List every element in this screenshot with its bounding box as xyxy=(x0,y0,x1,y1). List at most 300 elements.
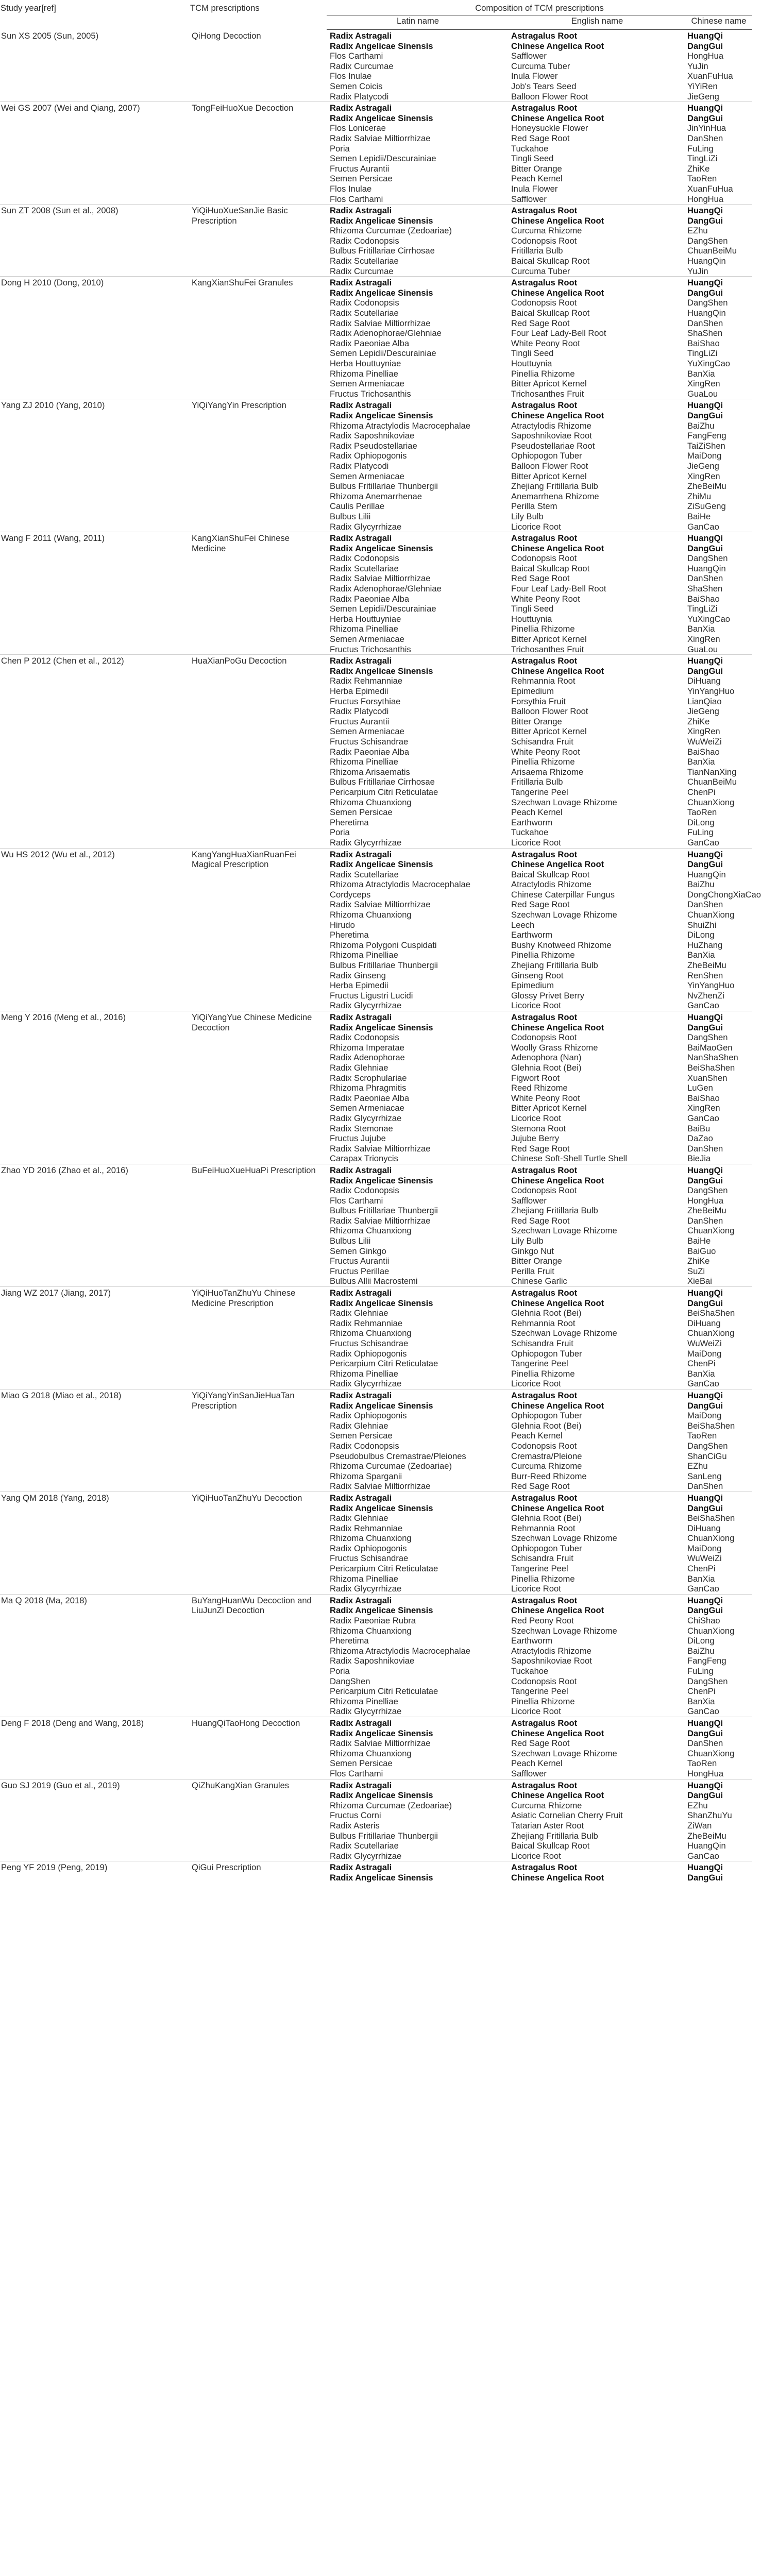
chinese-name-cell: ChuanBeiMu xyxy=(687,777,737,787)
english-name-cell: Ginseng Root xyxy=(511,970,564,980)
english-name-cell: Astragalus Root xyxy=(509,399,685,411)
english-name-cell: Arisaema Rhizome xyxy=(511,767,584,777)
latin-name-cell: Radix Adenophorae/Glehniae xyxy=(330,584,442,594)
chinese-name-cell: HuZhang xyxy=(687,940,723,950)
english-name-cell: Red Sage Root xyxy=(511,1738,570,1749)
english-name-cell: Tuckahoe xyxy=(511,143,549,154)
latin-name-cell: Radix Codonopsis xyxy=(330,553,399,564)
latin-name-cell: Radix Salviae Miltiorrhizae xyxy=(330,1481,431,1492)
english-name-cell: Woolly Grass Rhizome xyxy=(511,1042,598,1053)
latin-name-cell: Semen Coicis xyxy=(330,81,383,91)
latin-name-cell: Rhizoma Atractylodis Macrocephalae xyxy=(330,1646,471,1656)
latin-name-cell: Semen Persicae xyxy=(330,807,393,818)
english-name-cell: Chinese Angelica Root xyxy=(511,666,604,676)
english-name-cell: Astragalus Root xyxy=(509,1492,685,1503)
latin-name-cell: Radix Codonopsis xyxy=(330,235,399,246)
latin-name-cell: Bulbus Fritillariae Thunbergii xyxy=(330,960,438,971)
study-cell: Dong H 2010 (Dong, 2010) xyxy=(0,277,190,399)
english-name-cell: Chinese Angelica Root xyxy=(511,1298,604,1308)
table-row xyxy=(0,1492,752,1503)
english-name-cell: Perilla Stem xyxy=(511,501,557,512)
english-name-cell: Cremastra/Pleione xyxy=(511,1451,582,1461)
english-name-cell: Chinese Angelica Root xyxy=(511,1400,604,1411)
latin-name-cell: Radix Astragali xyxy=(327,1389,509,1400)
english-name-cell: Astragalus Root xyxy=(509,655,685,666)
chinese-name-cell: DiLong xyxy=(687,1636,715,1646)
latin-name-cell: Radix Glehniae xyxy=(330,1513,388,1523)
chinese-name-cell: HuangQi xyxy=(685,655,752,666)
latin-name-cell: Semen Persicae xyxy=(330,174,393,184)
latin-name-cell: Radix Ophiopogonis xyxy=(330,1348,407,1359)
chinese-name-cell: EZhu xyxy=(687,1800,708,1810)
latin-name-cell: Fructus Jujube xyxy=(330,1133,386,1144)
chinese-name-cell: HuangQi xyxy=(685,1779,752,1790)
chinese-name-cell: FuLing xyxy=(687,143,714,154)
english-name-cell: Peach Kernel xyxy=(511,1431,563,1441)
chinese-name-cell: RenShen xyxy=(687,970,723,980)
chinese-name-cell: HuangQi xyxy=(685,532,752,544)
latin-name-cell: Semen Lepidii/Descurainiae xyxy=(330,604,436,614)
chinese-name-cell: MaiDong xyxy=(687,1543,722,1553)
chinese-name-cell: DiLong xyxy=(687,817,715,827)
english-name-cell: Bitter Apricot Kernel xyxy=(511,726,587,737)
chinese-name-cell: BaiShao xyxy=(687,594,720,604)
chinese-name-cell: TaoRen xyxy=(687,1431,717,1441)
chinese-name-cell: ChenPi xyxy=(687,1564,716,1574)
english-name-cell: White Peony Root xyxy=(511,594,580,604)
english-name-cell: Astragalus Root xyxy=(509,102,685,113)
english-name-cell: Szechwan Lovage Rhizome xyxy=(511,1533,617,1544)
chinese-name-cell: FangFeng xyxy=(687,1656,726,1666)
latin-name-cell: Semen Persicae xyxy=(330,1431,393,1441)
latin-name-cell: Radix Angelicae Sinensis xyxy=(330,1503,433,1513)
chinese-name-cell: JieGeng xyxy=(687,461,719,471)
chinese-name-cell: BanXia xyxy=(687,368,715,379)
latin-name-cell: Semen Armeniacae xyxy=(330,726,404,737)
latin-name-cell: Pericarpium Citri Reticulatae xyxy=(330,1686,438,1697)
latin-name-cell: Radix Glycyrrhizae xyxy=(330,1001,402,1011)
chinese-name-cell: ChiShao xyxy=(687,1616,720,1626)
english-name-cell: Chinese Angelica Root xyxy=(511,1503,604,1513)
chinese-name-cell: BaiShao xyxy=(687,1093,720,1103)
english-name-cell: Chinese Angelica Root xyxy=(511,1605,604,1616)
english-name-cell: Tingli Seed xyxy=(511,348,554,359)
english-name-cell: Chinese Garlic xyxy=(511,1276,567,1286)
latin-name-cell: Radix Glycyrrhizae xyxy=(330,1851,402,1861)
prescription-cell: YiQiHuoTanZhuYu Chinese Medicine Prescription xyxy=(190,1287,327,1389)
latin-name-cell: Radix Astragali xyxy=(327,1861,509,1873)
prescription-cell: KangYangHuaXianRuanFei Magical Prescription xyxy=(190,848,327,1011)
prescription-cell: KangXianShuFei Chinese Medicine xyxy=(190,532,327,655)
english-name-cell: Pinellia Rhizome xyxy=(511,950,575,960)
chinese-name-cell: DongChongXiaCao xyxy=(687,889,761,900)
chinese-name-cell: HuangQi xyxy=(685,277,752,288)
latin-name-cell: Radix Astragali xyxy=(327,532,509,544)
chinese-name-cell: WuWeiZi xyxy=(687,1553,722,1564)
english-name-cell: Codonopsis Root xyxy=(511,553,577,564)
table-row xyxy=(0,277,752,288)
chinese-name-cell: DangGui xyxy=(687,215,723,226)
chinese-name-cell: DangGui xyxy=(687,1022,723,1032)
english-name-cell: Szechwan Lovage Rhizome xyxy=(511,797,617,807)
chinese-name-cell: ShuiZhi xyxy=(687,920,717,930)
latin-name-cell: Radix Salviae Miltiorrhizae xyxy=(330,1738,431,1749)
chinese-name-cell: ChenPi xyxy=(687,1359,716,1369)
english-name-cell: Curcuma Tuber xyxy=(511,61,570,71)
english-name-cell: Tingli Seed xyxy=(511,604,554,614)
chinese-name-cell: YuJin xyxy=(687,61,708,71)
latin-name-cell: Fructus Schisandrae xyxy=(330,736,409,747)
header-chinese: Chinese name xyxy=(685,15,752,30)
english-name-cell: Rehmannia Root xyxy=(511,1318,576,1328)
latin-name-cell: Radix Astragali xyxy=(327,205,509,216)
latin-name-cell: Radix Salviae Miltiorrhizae xyxy=(330,900,431,910)
chinese-name-cell: ZhiMu xyxy=(687,491,712,501)
chinese-name-cell: DanShen xyxy=(687,573,723,584)
chinese-name-cell: HuangQi xyxy=(685,1287,752,1298)
english-name-cell: Codonopsis Root xyxy=(511,1185,577,1196)
latin-name-cell: Radix Curcumae xyxy=(330,266,394,276)
english-name-cell: Stemona Root xyxy=(511,1123,566,1133)
latin-name-cell: Radix Scutellariae xyxy=(330,308,399,318)
study-cell: Chen P 2012 (Chen et al., 2012) xyxy=(0,655,190,848)
latin-name-cell: Radix Salviae Miltiorrhizae xyxy=(330,573,431,584)
english-name-cell: Szechwan Lovage Rhizome xyxy=(511,1748,617,1758)
chinese-name-cell: XuanFuHua xyxy=(687,71,733,81)
latin-name-cell: Rhizoma Chuanxiong xyxy=(330,797,412,807)
chinese-name-cell: DangGui xyxy=(687,1790,723,1801)
chinese-name-cell: TaoRen xyxy=(687,807,717,818)
english-name-cell: Tuckahoe xyxy=(511,1666,549,1676)
latin-name-cell: Rhizoma Chuanxiong xyxy=(330,1328,412,1338)
chinese-name-cell: DiHuang xyxy=(687,1523,721,1533)
latin-name-cell: Rhizoma Polygoni Cuspidati xyxy=(330,940,437,950)
latin-name-cell: Bulbus Lilii xyxy=(330,1236,371,1246)
latin-name-cell: Cordyceps xyxy=(330,889,371,900)
chinese-name-cell: DanShen xyxy=(687,900,723,910)
english-name-cell: Red Peony Root xyxy=(511,1616,574,1626)
chinese-name-cell: BaiHe xyxy=(687,511,711,521)
chinese-name-cell: ChenPi xyxy=(687,787,716,797)
english-name-cell: Chinese Angelica Root xyxy=(511,1790,604,1801)
chinese-name-cell: HuangQi xyxy=(685,1861,752,1873)
latin-name-cell: Rhizoma Pinelliae xyxy=(330,1368,398,1379)
latin-name-cell: Radix Angelicae Sinensis xyxy=(330,215,433,226)
chinese-name-cell: DangGui xyxy=(687,1605,723,1616)
latin-name-cell: Radix Paeoniae Alba xyxy=(330,1093,410,1103)
chinese-name-cell: BanXia xyxy=(687,950,715,960)
latin-name-cell: Radix Salviae Miltiorrhizae xyxy=(330,1215,431,1226)
chinese-name-cell: TingLiZi xyxy=(687,348,718,359)
latin-name-cell: Semen Lepidii/Descurainiae xyxy=(330,348,436,359)
chinese-name-cell: ZiWan xyxy=(687,1820,712,1831)
chinese-name-cell: DangGui xyxy=(687,1400,723,1411)
latin-name-cell: Flos Carthami xyxy=(330,51,383,61)
english-name-cell: Chinese Caterpillar Fungus xyxy=(511,889,615,900)
latin-name-cell: Bulbus Fritillariae Cirrhosae xyxy=(330,777,435,787)
chinese-name-cell: HongHua xyxy=(687,1195,724,1206)
latin-name-cell: Hirudo xyxy=(330,920,355,930)
chinese-name-cell: YuJin xyxy=(687,266,708,276)
english-name-cell: Chinese Angelica Root xyxy=(511,1022,604,1032)
chinese-name-cell: ChuanXiong xyxy=(687,1533,735,1544)
study-cell: Yang ZJ 2010 (Yang, 2010) xyxy=(0,399,190,532)
english-name-cell: Saposhnikoviae Root xyxy=(511,1656,592,1666)
chinese-name-cell: TingLiZi xyxy=(687,604,718,614)
latin-name-cell: Fructus Trichosanthis xyxy=(330,388,411,399)
latin-name-cell: Rhizoma Chuanxiong xyxy=(330,1748,412,1758)
table-row xyxy=(0,1287,752,1298)
english-name-cell: Tangerine Peel xyxy=(511,1686,568,1697)
english-name-cell: Bitter Orange xyxy=(511,716,562,726)
english-name-cell: Chinese Angelica Root xyxy=(511,113,604,123)
study-cell: Jiang WZ 2017 (Jiang, 2017) xyxy=(0,1287,190,1389)
table-row xyxy=(0,102,752,113)
latin-name-cell: Pseudobulbus Cremastrae/Pleiones xyxy=(330,1451,466,1461)
english-name-cell: Astragalus Root xyxy=(509,277,685,288)
english-name-cell: Baical Skullcap Root xyxy=(511,1841,590,1851)
chinese-name-cell: NanShaShen xyxy=(687,1053,738,1063)
chinese-name-cell: DangGui xyxy=(687,543,723,553)
english-name-cell: Szechwan Lovage Rhizome xyxy=(511,1625,617,1636)
latin-name-cell: Pericarpium Citri Reticulatae xyxy=(330,1564,438,1574)
english-name-cell: Astragalus Root xyxy=(509,1164,685,1175)
latin-name-cell: Rhizoma Phragmitis xyxy=(330,1083,407,1093)
latin-name-cell: Radix Angelicae Sinensis xyxy=(330,1605,433,1616)
latin-name-cell: Semen Lepidii/Descurainiae xyxy=(330,154,436,164)
chinese-name-cell: DanShen xyxy=(687,1481,723,1492)
english-name-cell: Perilla Fruit xyxy=(511,1266,554,1276)
english-name-cell: Pinellia Rhizome xyxy=(511,624,575,634)
english-name-cell: Figwort Root xyxy=(511,1073,560,1083)
chinese-name-cell: XuanFuHua xyxy=(687,183,733,194)
latin-name-cell: Caulis Perillae xyxy=(330,501,385,512)
latin-name-cell: Pheretima xyxy=(330,1636,369,1646)
chinese-name-cell: ChuanXiong xyxy=(687,1226,735,1236)
table-row xyxy=(0,532,752,544)
header-composition: Composition of TCM prescriptions xyxy=(327,0,752,15)
english-name-cell: Houttuynia xyxy=(511,359,552,368)
latin-name-cell: Rhizoma Pinelliae xyxy=(330,950,398,960)
latin-name-cell: Radix Scutellariae xyxy=(330,256,399,266)
latin-name-cell: Rhizoma Chuanxiong xyxy=(330,1226,412,1236)
chinese-name-cell: GuaLou xyxy=(687,644,718,654)
english-name-cell: Glehnia Root (Bei) xyxy=(511,1308,582,1318)
chinese-name-cell: ZhiKe xyxy=(687,1256,710,1266)
chinese-name-cell: DangGui xyxy=(687,1298,723,1308)
latin-name-cell: Poria xyxy=(330,143,350,154)
latin-name-cell: Pericarpium Citri Reticulatae xyxy=(330,787,438,797)
chinese-name-cell: HuangQin xyxy=(687,869,726,879)
english-name-cell: Red Sage Root xyxy=(511,1143,570,1154)
english-name-cell: Astragalus Root xyxy=(509,1594,685,1605)
latin-name-cell: Herba Houttuyniae xyxy=(330,614,401,624)
latin-name-cell: Rhizoma Sparganii xyxy=(330,1471,402,1481)
latin-name-cell: Fructus Schisandrae xyxy=(330,1338,409,1348)
latin-name-cell: Rhizoma Pinelliae xyxy=(330,1696,398,1706)
english-name-cell: Red Sage Root xyxy=(511,900,570,910)
table-row xyxy=(0,848,752,859)
latin-name-cell: Herba Epimedii xyxy=(330,686,388,696)
chinese-name-cell: DangGui xyxy=(687,859,723,870)
english-name-cell: Astragalus Root xyxy=(509,532,685,544)
chinese-name-cell: ZhiKe xyxy=(687,163,710,174)
chinese-name-cell: JieGeng xyxy=(687,91,719,101)
table-row xyxy=(0,1164,752,1175)
chinese-name-cell: GanCao xyxy=(687,837,719,848)
english-name-cell: Asiatic Cornelian Cherry Fruit xyxy=(511,1810,623,1821)
study-cell: Sun ZT 2008 (Sun et al., 2008) xyxy=(0,205,190,277)
chinese-name-cell: GanCao xyxy=(687,1706,719,1717)
chinese-name-cell: HuangQi xyxy=(685,1011,752,1023)
english-name-cell: Tatarian Aster Root xyxy=(511,1820,584,1831)
english-name-cell: Schisandra Fruit xyxy=(511,736,573,747)
english-name-cell: Licorice Root xyxy=(511,1379,561,1389)
english-name-cell: Balloon Flower Root xyxy=(511,91,588,101)
english-name-cell: Trichosanthes Fruit xyxy=(511,388,584,399)
prescription-cell: YiQiYangYinSanJieHuaTan Prescription xyxy=(190,1389,327,1492)
chinese-name-cell: WuWeiZi xyxy=(687,1338,722,1348)
chinese-name-cell: GanCao xyxy=(687,1584,719,1594)
english-name-cell: Bitter Apricot Kernel xyxy=(511,471,587,481)
english-name-cell: Inula Flower xyxy=(511,183,558,194)
latin-name-cell: Fructus Perillae xyxy=(330,1266,390,1276)
english-name-cell: Ophiopogon Tuber xyxy=(511,1348,582,1359)
english-name-cell: Glehnia Root (Bei) xyxy=(511,1420,582,1431)
english-name-cell: Honeysuckle Flower xyxy=(511,123,588,133)
chinese-name-cell: DangShen xyxy=(687,1032,728,1043)
chinese-name-cell: FuLing xyxy=(687,827,714,838)
latin-name-cell: Radix Glycyrrhizae xyxy=(330,837,402,848)
english-name-cell: Glossy Privet Berry xyxy=(511,990,584,1001)
prescription-cell: QiZhuKangXian Granules xyxy=(190,1779,327,1861)
chinese-name-cell: BeiShaShen xyxy=(687,1420,735,1431)
english-name-cell: Bitter Apricot Kernel xyxy=(511,634,587,645)
latin-name-cell: Radix Astragali xyxy=(330,31,392,41)
chinese-name-cell: DangGui xyxy=(687,1872,723,1883)
chinese-name-cell: BanXia xyxy=(687,757,715,767)
english-name-cell: Tingli Seed xyxy=(511,154,554,164)
study-cell: Meng Y 2016 (Meng et al., 2016) xyxy=(0,1011,190,1164)
english-name-cell: Astragalus Root xyxy=(509,1011,685,1023)
chinese-name-cell: BeiShaShen xyxy=(687,1308,735,1318)
latin-name-cell: Radix Pseudostellariae xyxy=(330,440,417,451)
english-name-cell: Curcuma Tuber xyxy=(511,266,570,276)
english-name-cell: Szechwan Lovage Rhizome xyxy=(511,1328,617,1338)
latin-name-cell: Radix Glehniae xyxy=(330,1308,388,1318)
latin-name-cell: Radix Asteris xyxy=(330,1820,380,1831)
latin-name-cell: Radix Platycodi xyxy=(330,706,389,717)
english-name-cell: Fritillaria Bulb xyxy=(511,246,563,256)
chinese-name-cell: HongHua xyxy=(687,194,724,204)
english-name-cell: Astragalus Root xyxy=(509,1287,685,1298)
english-name-cell: Pinellia Rhizome xyxy=(511,368,575,379)
english-name-cell: Red Sage Root xyxy=(511,1215,570,1226)
english-name-cell: Safflower xyxy=(511,1768,547,1778)
chinese-name-cell: EZhu xyxy=(687,226,708,236)
latin-name-cell: Radix Astragali xyxy=(327,1011,509,1023)
english-name-cell: Astragalus Root xyxy=(509,205,685,216)
english-name-cell: Peach Kernel xyxy=(511,807,563,818)
chinese-name-cell: BanXia xyxy=(687,1573,715,1584)
english-name-cell: Four Leaf Lady-Bell Root xyxy=(511,584,606,594)
english-name-cell: Atractylodis Rhizome xyxy=(511,879,591,890)
latin-name-cell: Radix Angelicae Sinensis xyxy=(330,1728,433,1738)
chinese-name-cell: XingRen xyxy=(687,379,720,389)
english-name-cell: Curcuma Rhizome xyxy=(511,1800,582,1810)
english-name-cell: Codonopsis Root xyxy=(511,1676,577,1686)
latin-name-cell: Fructus Trichosanthis xyxy=(330,644,411,654)
chinese-name-cell: BaiMaoGen xyxy=(687,1042,733,1053)
latin-name-cell: Flos Inulae xyxy=(330,71,372,81)
latin-name-cell: Radix Glycyrrhizae xyxy=(330,1113,402,1123)
latin-name-cell: Radix Codonopsis xyxy=(330,1185,399,1196)
english-name-cell: Zhejiang Fritillaria Bulb xyxy=(511,481,598,492)
latin-name-cell: Rhizoma Chuanxiong xyxy=(330,1533,412,1544)
chinese-name-cell: ZheBeiMu xyxy=(687,1831,726,1841)
latin-name-cell: Radix Codonopsis xyxy=(330,298,399,308)
latin-name-cell: Radix Astragali xyxy=(327,1492,509,1503)
chinese-name-cell: XuanShen xyxy=(687,1073,728,1083)
english-name-cell: Baical Skullcap Root xyxy=(511,308,590,318)
header-english: English name xyxy=(509,15,685,30)
study-cell: Sun XS 2005 (Sun, 2005) xyxy=(1,30,99,41)
latin-name-cell: Rhizoma Pinelliae xyxy=(330,624,398,634)
latin-name-cell: Semen Persicae xyxy=(330,1758,393,1769)
latin-name-cell: Radix Platycodi xyxy=(330,91,389,101)
chinese-name-cell: GanCao xyxy=(687,1851,719,1861)
latin-name-cell: Radix Scrophulariae xyxy=(330,1073,407,1083)
chinese-name-cell: GuaLou xyxy=(687,388,718,399)
chinese-name-cell: DangGui xyxy=(687,113,723,123)
latin-name-cell: Semen Armeniacae xyxy=(330,379,404,389)
english-name-cell: Ginkgo Nut xyxy=(511,1246,554,1256)
english-name-cell: Astragalus Root xyxy=(511,31,578,41)
prescription-cell: HuangQiTaoHong Decoction xyxy=(190,1717,327,1779)
chinese-name-cell: JinYinHua xyxy=(687,123,726,133)
chinese-name-cell: BanXia xyxy=(687,1368,715,1379)
latin-name-cell: Fructus Schisandrae xyxy=(330,1553,409,1564)
chinese-name-cell: HuangQin xyxy=(687,1841,726,1851)
table-row xyxy=(0,1861,752,1873)
latin-name-cell: Bulbus Fritillariae Thunbergii xyxy=(330,1831,438,1841)
english-name-cell: Codonopsis Root xyxy=(511,235,577,246)
english-name-cell: Pseudostellariae Root xyxy=(511,440,595,451)
study-cell: Yang QM 2018 (Yang, 2018) xyxy=(0,1492,190,1594)
latin-name-cell: Radix Angelicae Sinensis xyxy=(330,287,433,298)
latin-name-cell: Rhizoma Anemarrhenae xyxy=(330,491,422,501)
chinese-name-cell: BaiZhu xyxy=(687,1646,715,1656)
chinese-name-cell: DiLong xyxy=(687,930,715,940)
chinese-name-cell: BanXia xyxy=(687,1696,715,1706)
english-name-cell: Tuckahoe xyxy=(511,827,549,838)
english-name-cell: Codonopsis Root xyxy=(511,1440,577,1451)
english-name-cell: Safflower xyxy=(511,194,547,204)
latin-name-cell: Pheretima xyxy=(330,817,369,827)
english-name-cell: Atractylodis Rhizome xyxy=(511,420,591,431)
chinese-name-cell: WuWeiZi xyxy=(687,736,722,747)
english-name-cell: Job's Tears Seed xyxy=(511,81,577,91)
chinese-name-cell: TingLiZi xyxy=(687,154,718,164)
latin-name-cell: Radix Saposhnikoviae xyxy=(330,1656,415,1666)
latin-name-cell: Radix Angelicae Sinensis xyxy=(330,1872,433,1883)
chinese-name-cell: TaoRen xyxy=(687,1758,717,1769)
english-name-cell: Red Sage Root xyxy=(511,1481,570,1492)
latin-name-cell: Radix Angelicae Sinensis xyxy=(330,859,433,870)
chinese-name-cell: DangGui xyxy=(687,287,723,298)
chinese-name-cell: TaoRen xyxy=(687,174,717,184)
latin-name-cell: Rhizoma Arisaematis xyxy=(330,767,410,777)
